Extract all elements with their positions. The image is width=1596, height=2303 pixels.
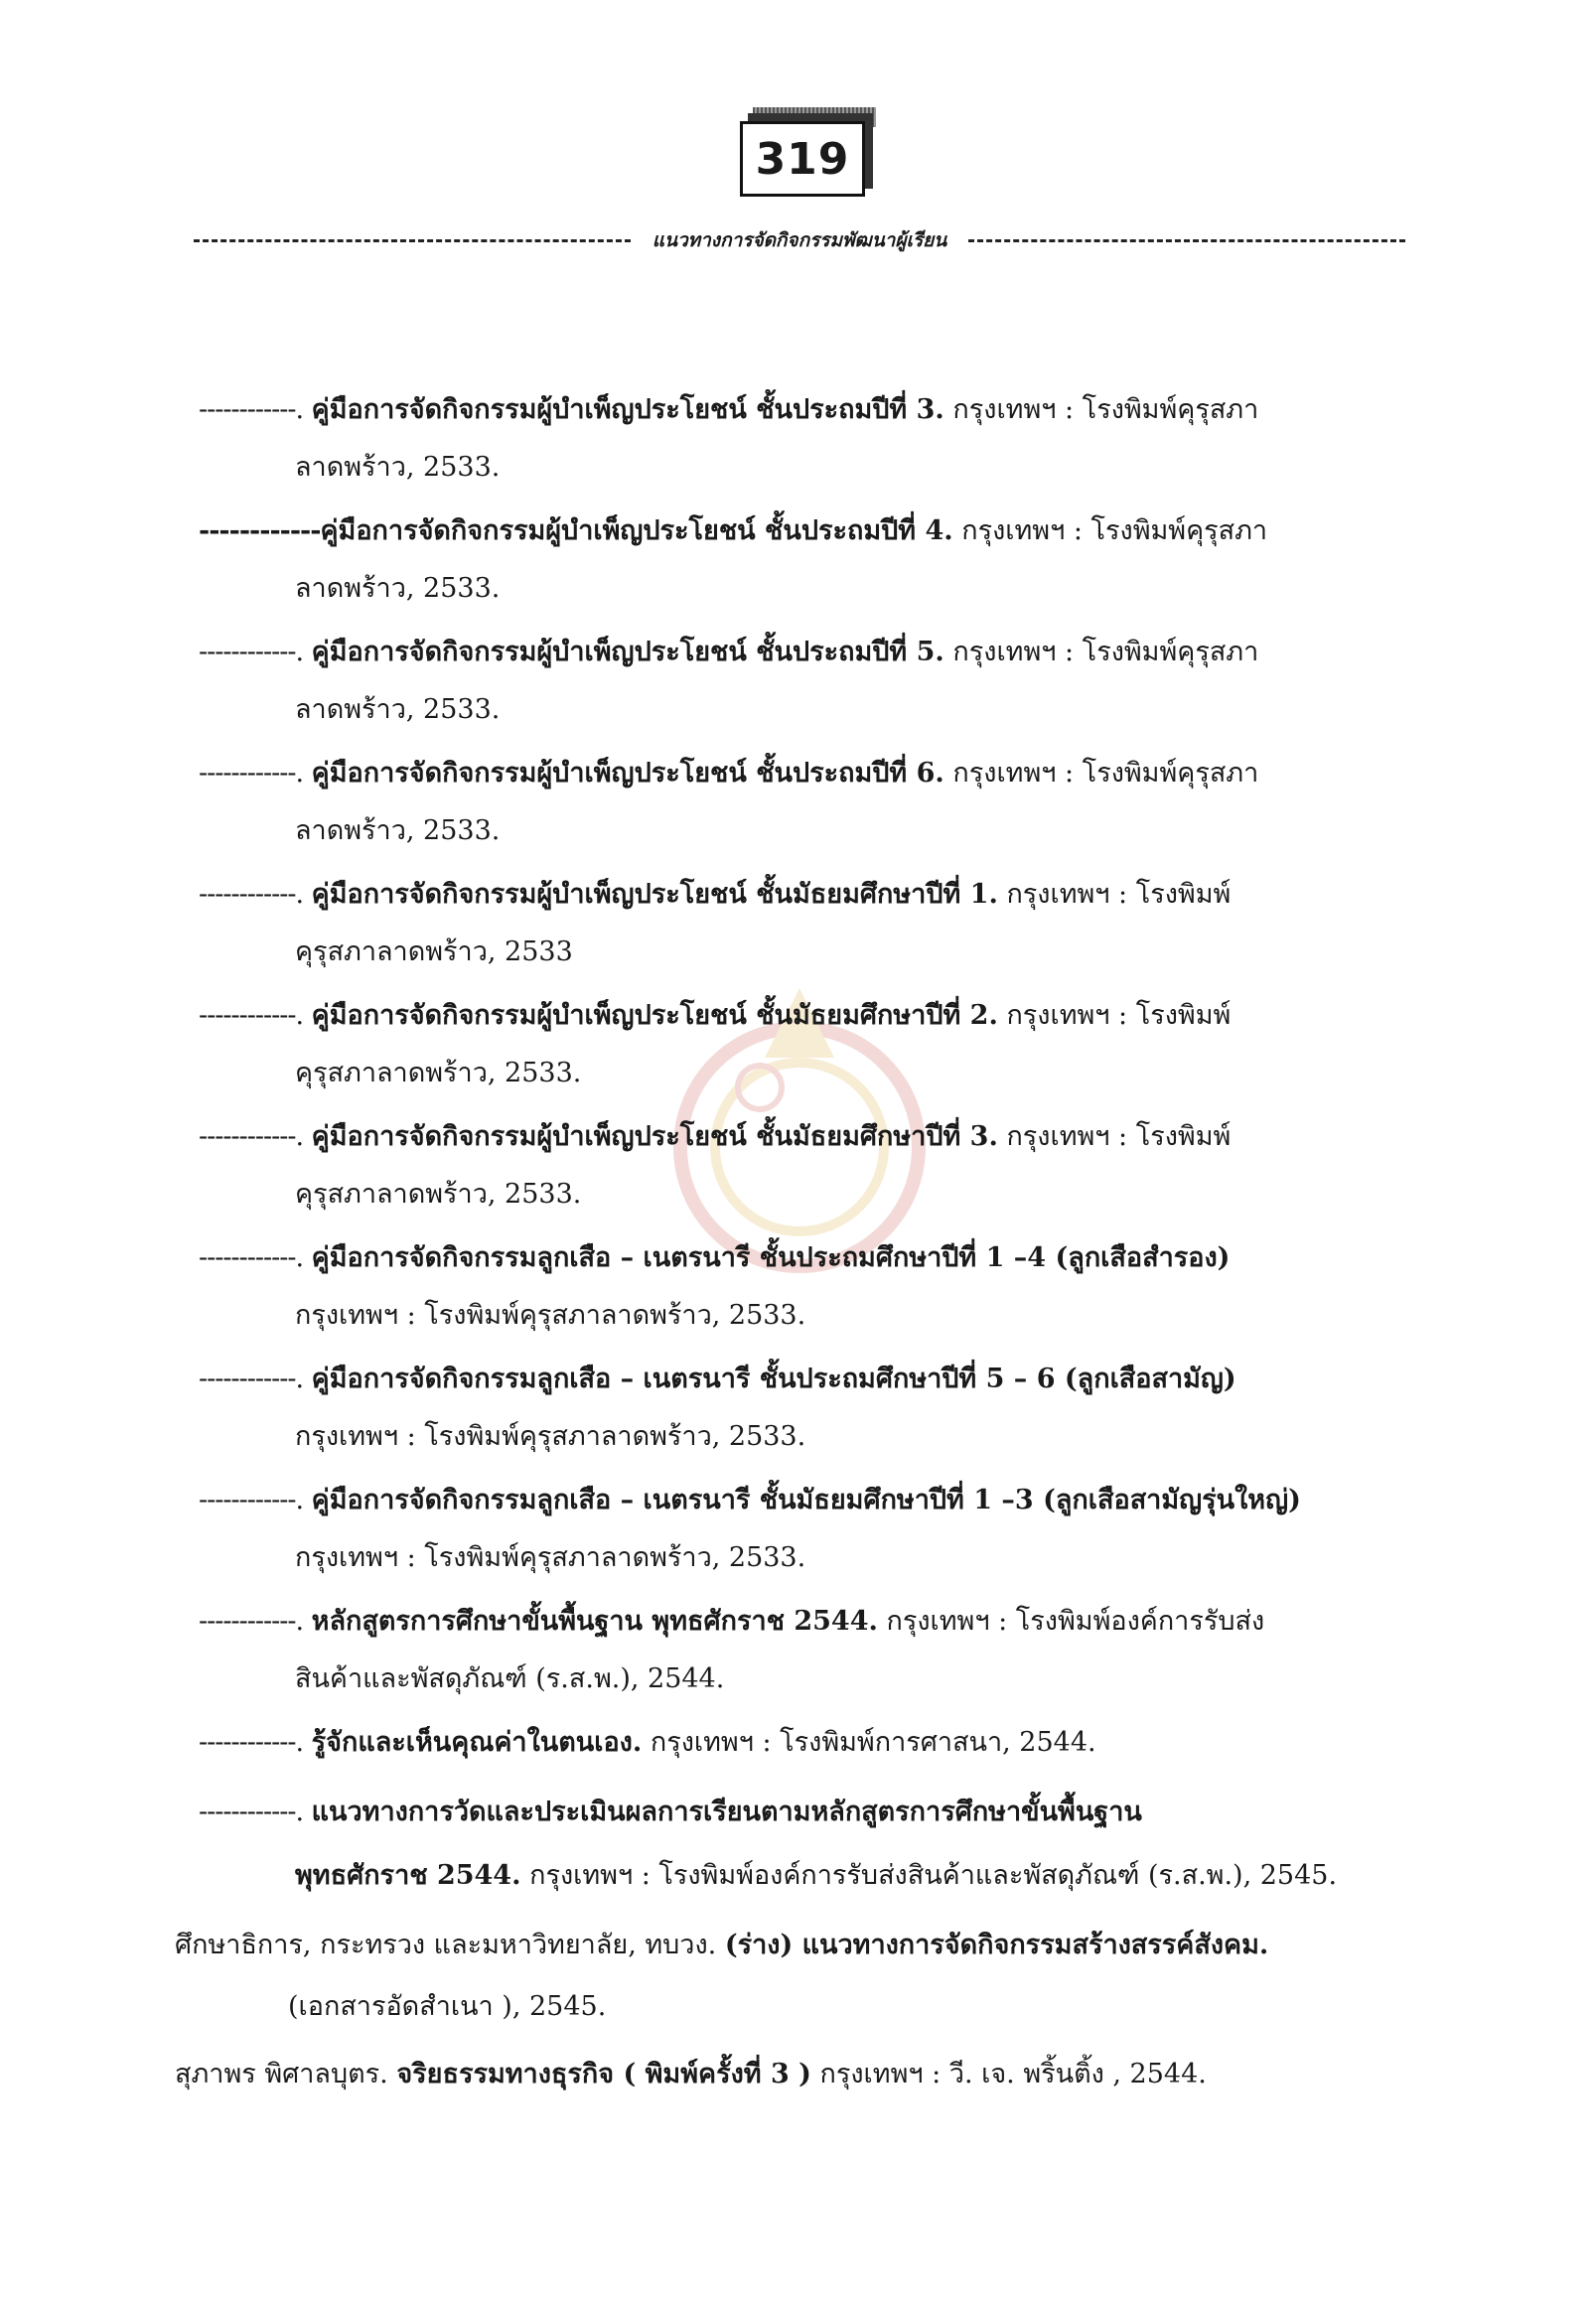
entry-continuation: กรุงเทพฯ : โรงพิมพ์คุรุสภาลาดพร้าว, 2533.	[295, 1542, 806, 1573]
entry-continuation: คุรุสภาลาดพร้าว, 2533.	[295, 1179, 582, 1210]
entry-dash: ------------.	[199, 1797, 304, 1827]
entry-publisher: กรุงเทพฯ : โรงพิมพ์	[1006, 1121, 1232, 1152]
entry-title: หลักสูตรการศึกษาขั้นพื้นฐาน พุทธศักราช 2544.	[311, 1606, 878, 1637]
entry-publisher: กรุงเทพฯ : โรงพิมพ์คุรุสภา	[952, 637, 1259, 667]
entry-dash: ------------.	[199, 1606, 304, 1637]
entry-title: คู่มือการจัดกิจกรรมลูกเสือ – เนตรนารี ชั้นมัธยมศึกษาปีที่ 1 –3 (ลูกเสือสามัญรุ่นใหญ่)	[311, 1485, 1301, 1515]
entry-continuation: ลาดพร้าว, 2533.	[295, 452, 501, 483]
entry-publisher: กรุงเทพฯ : โรงพิมพ์องค์การรับส่ง	[886, 1606, 1265, 1637]
entry-dash: ------------.	[199, 879, 304, 910]
entry-dash: ------------.	[199, 1121, 304, 1152]
entry-title: (ร่าง) แนวทางการจัดกิจกรรมสร้างสรรค์สังคม.	[724, 1930, 1269, 1960]
entry-title: คู่มือการจัดกิจกรรมผู้บำเพ็ญประโยชน์ ชั้นมัธยมศึกษาปีที่ 1.	[311, 879, 998, 910]
entry-continuation: ลาดพร้าว, 2533.	[295, 694, 501, 725]
header-rule-left	[194, 239, 631, 242]
entry-publisher: กรุงเทพฯ : โรงพิมพ์คุรุสภา	[961, 515, 1268, 546]
entry-publisher: กรุงเทพฯ : โรงพิมพ์คุรุสภา	[952, 394, 1259, 425]
entry-title: จริยธรรมทางธุรกิจ ( พิมพ์ครั้งที่ 3 )	[396, 2059, 811, 2089]
running-header-title: แนวทางการจัดกิจกรรมพัฒนาผู้เรียน	[652, 229, 947, 251]
entry-author: ศึกษาธิการ, กระทรวง และมหาวิทยาลัย, ทบวง.	[175, 1930, 717, 1960]
entry-dash: ------------.	[199, 1727, 304, 1758]
entry-title: คู่มือการจัดกิจกรรมผู้บำเพ็ญประโยชน์ ชั้นประถมปีที่ 3.	[311, 394, 944, 425]
entry-dash: ------------.	[199, 1485, 304, 1515]
entry-continuation: คุรุสภาลาดพร้าว, 2533.	[295, 1058, 582, 1088]
running-header	[194, 226, 1405, 254]
entry-publisher: กรุงเทพฯ : โรงพิมพ์	[1006, 879, 1232, 910]
entry-dash: ------------.	[199, 758, 304, 789]
entry-continuation: กรุงเทพฯ : โรงพิมพ์คุรุสภาลาดพร้าว, 2533.	[295, 1300, 806, 1331]
entry-dash: ------------	[199, 515, 321, 546]
entry-publisher: กรุงเทพฯ : วี. เจ. พริ้นติ้ง , 2544.	[819, 2059, 1207, 2089]
entry-dash: ------------.	[199, 1000, 304, 1031]
entry-title: คู่มือการจัดกิจกรรมผู้บำเพ็ญประโยชน์ ชั้นประถมปีที่ 4.	[320, 515, 953, 546]
entry-dash: ------------.	[199, 1242, 304, 1273]
entry-continuation-bold: พุทธศักราช 2544.	[295, 1860, 521, 1891]
entry-continuation: ลาดพร้าว, 2533.	[295, 815, 501, 846]
entry-continuation: ลาดพร้าว, 2533.	[295, 573, 501, 604]
entry-continuation: (เอกสารอัดสำเนา ), 2545.	[288, 1991, 607, 2022]
entry-title: คู่มือการจัดกิจกรรมผู้บำเพ็ญประโยชน์ ชั้นประถมปีที่ 6.	[311, 758, 944, 789]
entry-title: แนวทางการวัดและประเมินผลการเรียนตามหลักสูตรการศึกษาขั้นพื้นฐาน	[311, 1797, 1142, 1827]
entry-continuation: สินค้าและพัสดุภัณฑ์ (ร.ส.พ.), 2544.	[295, 1663, 725, 1694]
entry-title: รู้จักและเห็นคุณค่าในตนเอง.	[311, 1727, 643, 1758]
entry-title: คู่มือการจัดกิจกรรมผู้บำเพ็ญประโยชน์ ชั้นมัธยมศึกษาปีที่ 2.	[311, 1000, 998, 1031]
page-number: 319	[740, 121, 865, 197]
entry-continuation: คุรุสภาลาดพร้าว, 2533	[295, 936, 573, 967]
entry-title: คู่มือการจัดกิจกรรมลูกเสือ – เนตรนารี ชั้นประถมศึกษาปีที่ 1 –4 (ลูกเสือสำรอง)	[311, 1242, 1231, 1273]
entry-publisher: กรุงเทพฯ : โรงพิมพ์การศาสนา, 2544.	[650, 1727, 1096, 1758]
entry-dash: ------------.	[199, 394, 304, 425]
entry-publisher: กรุงเทพฯ : โรงพิมพ์คุรุสภา	[952, 758, 1259, 789]
entry-title: คู่มือการจัดกิจกรรมลูกเสือ – เนตรนารี ชั้นประถมศึกษาปีที่ 5 – 6 (ลูกเสือสามัญ)	[311, 1364, 1236, 1394]
entry-continuation: กรุงเทพฯ : โรงพิมพ์องค์การรับส่งสินค้าและพัสดุภัณฑ์ (ร.ส.พ.), 2545.	[529, 1860, 1338, 1891]
entry-publisher: กรุงเทพฯ : โรงพิมพ์	[1006, 1000, 1232, 1031]
entry-continuation: กรุงเทพฯ : โรงพิมพ์คุรุสภาลาดพร้าว, 2533.	[295, 1421, 806, 1452]
entry-author: สุภาพร พิศาลบุตร.	[175, 2059, 388, 2089]
entry-title: คู่มือการจัดกิจกรรมผู้บำเพ็ญประโยชน์ ชั้นประถมปีที่ 5.	[311, 637, 944, 667]
entry-dash: ------------.	[199, 1364, 304, 1394]
entry-title: คู่มือการจัดกิจกรรมผู้บำเพ็ญประโยชน์ ชั้นมัธยมศึกษาปีที่ 3.	[311, 1121, 998, 1152]
header-rule-right	[968, 239, 1405, 242]
entry-dash: ------------.	[199, 637, 304, 667]
